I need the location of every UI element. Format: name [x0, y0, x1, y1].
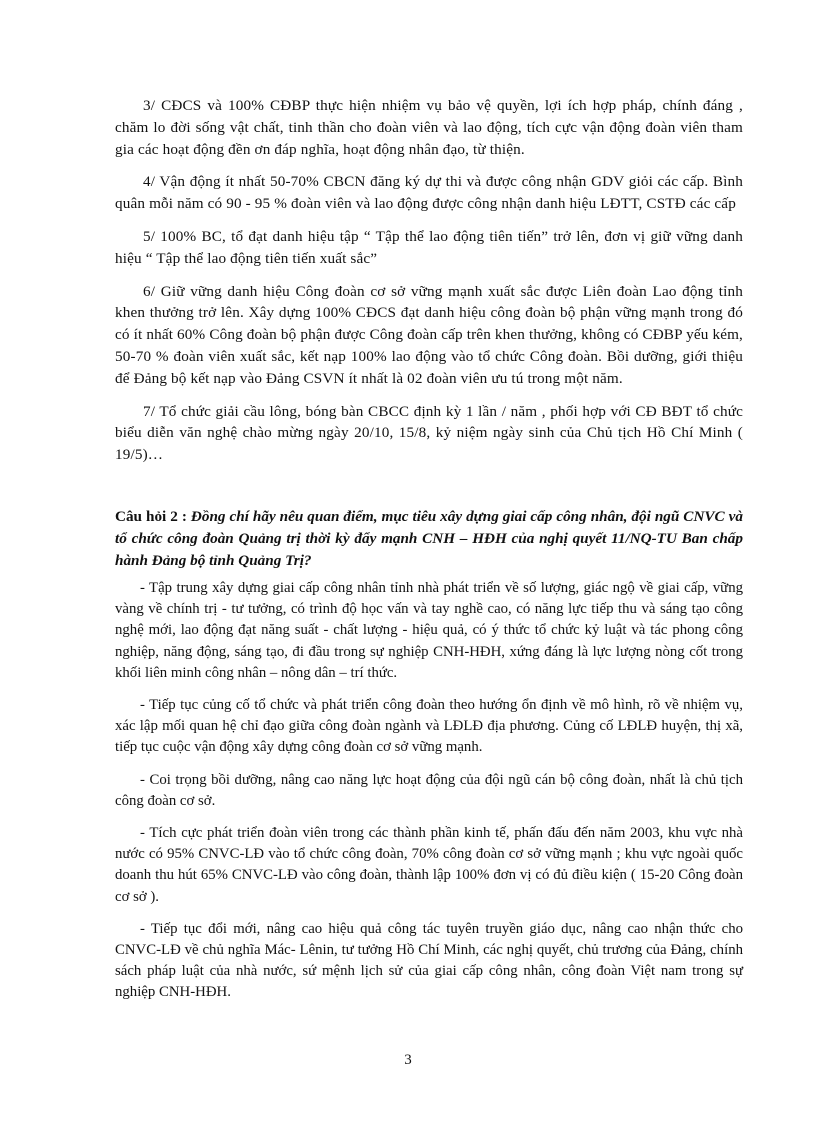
answer-paragraph-2: - Tiếp tục củng cố tổ chức và phát triển công đoàn theo hướng ổn định về mô hình, rõ về nhiệm vụ, xác lập mối quan hệ chỉ đạo giữa công đoàn ngành và LĐLĐ địa phương. Củng cố LĐLĐ huyện, thị xã, tiếp tục cuộc vận động xây dựng công đoàn cơ sở vững mạnh. [115, 696, 743, 756]
goal-item-7: 7/ Tổ chức giải cầu lông, bóng bàn CBCC định kỳ 1 lần / năm , phối hợp với CĐ BĐT tổ chức biểu diễn văn nghệ chào mừng ngày 20/10, 15/8, kỷ niệm ngày sinh của Chủ tịch Hồ Chí Minh ( 19/5)… [115, 402, 743, 464]
goal-item-4: 4/ Vận động ít nhất 50-70% CBCN đăng ký dự thi và được công nhận GDV giỏi các cấp. Bình quân mỗi năm có 90 - 95 % đoàn viên và lao động được công nhận danh hiệu LĐTT, CSTĐ các cấp [115, 173, 743, 213]
goal-item-3: 3/ CĐCS và 100% CĐBP thực hiện nhiệm vụ bảo vệ quyền, lợi ích hợp pháp, chính đáng , chăm lo đời sống vật chất, tinh thần cho đoàn viên và lao động, tích cực vận động đoàn viên tham gia các hoạt động đền ơn đáp nghĩa, hoạt động nhân đạo, từ thiện. [115, 97, 743, 158]
page-number: 3 [404, 1052, 412, 1068]
question-heading [115, 506, 743, 572]
answer-paragraph-4: - Tích cực phát triển đoàn viên trong các thành phần kinh tế, phấn đấu đến năm 2003, khu vực nhà nước có 95% CNVC-LĐ vào tổ chức công đoàn, 70% công đoàn cơ sở vững mạnh ; khu vực ngoài quốc doanh thu hút 65% CNVC-LĐ vào công đoàn, thành lập 100% đơn vị có đủ điều kiện ( 15-20 Công đoàn cơ sở ). [115, 824, 743, 905]
answer-paragraph-3: - Coi trọng bồi dưỡng, nâng cao năng lực hoạt động của đội ngũ cán bộ công đoàn, nhất là chủ tịch công đoàn cơ sở. [115, 771, 743, 809]
document-page [115, 95, 743, 1015]
answer-paragraph-5: - Tiếp tục đổi mới, nâng cao hiệu quả công tác tuyên truyền giáo dục, nâng cao nhận thức cho CNVC-LĐ về chủ nghĩa Mác- Lênin, tư tưởng Hồ Chí Minh, các nghị quyết, chủ trương của Đảng, chính sách pháp luật của nhà nước, sứ mệnh lịch sử của giai cấp công nhân, công đoàn Việt nam trong sự nghiệp CNH-HĐH. [115, 920, 743, 1001]
goal-item-5: 5/ 100% BC, tổ đạt danh hiệu tập “ Tập thể lao động tiên tiến” trở lên, đơn vị giữ vững danh hiệu “ Tập thể lao động tiên tiến xuất sắc” [115, 227, 743, 267]
answer-paragraph-1: - Tập trung xây dựng giai cấp công nhân tỉnh nhà phát triển về số lượng, giác ngộ về giai cấp, vững vàng về chính trị - tư tưởng, có trình độ học vấn và tay nghề cao, có năng lực tiếp thu và sáng tạo công nghệ mới, lao động đạt năng suất - chất lượng - hiệu quả, có ý thức tổ chức kỷ luật và tác phong công nghiệp, năng động, sáng tạo, đi đầu trong sự nghiệp CNH-HĐH, xứng đáng là lực lượng nòng cốt trong khối liên minh công nhân – nông dân – trí thức. [115, 579, 743, 681]
question-text: Đồng chí hãy nêu quan điểm, mục tiêu xây dựng giai cấp công nhân, đội ngũ CNVC và tổ chức công đoàn Quảng trị thời kỳ đẩy mạnh CNH – HĐH của nghị quyết 11/NQ-TU Ban chấp hành Đảng bộ tỉnh Quảng Trị? [115, 507, 743, 569]
question-label: Câu hỏi 2 : [115, 507, 187, 525]
goal-item-6: 6/ Giữ vững danh hiệu Công đoàn cơ sở vững mạnh xuất sắc được Liên đoàn Lao động tỉnh khen thưởng trở lên. Xây dựng 100% CĐCS đạt danh hiệu công đoàn bộ phận vững mạnh trong đó có ít nhất 60% Công đoàn bộ phận được Công đoàn cấp trên khen thưởng, không có CĐBP yếu kém, 50-70 % đoàn viên xuất sắc, kết nạp 100% lao động vào tổ chức Công đoàn. Bồi dưỡng, giới thiệu để Đảng bộ kết nạp vào Đảng CSVN ít nhất là 02 đoàn viên ưu tú trong một năm. [115, 282, 743, 387]
